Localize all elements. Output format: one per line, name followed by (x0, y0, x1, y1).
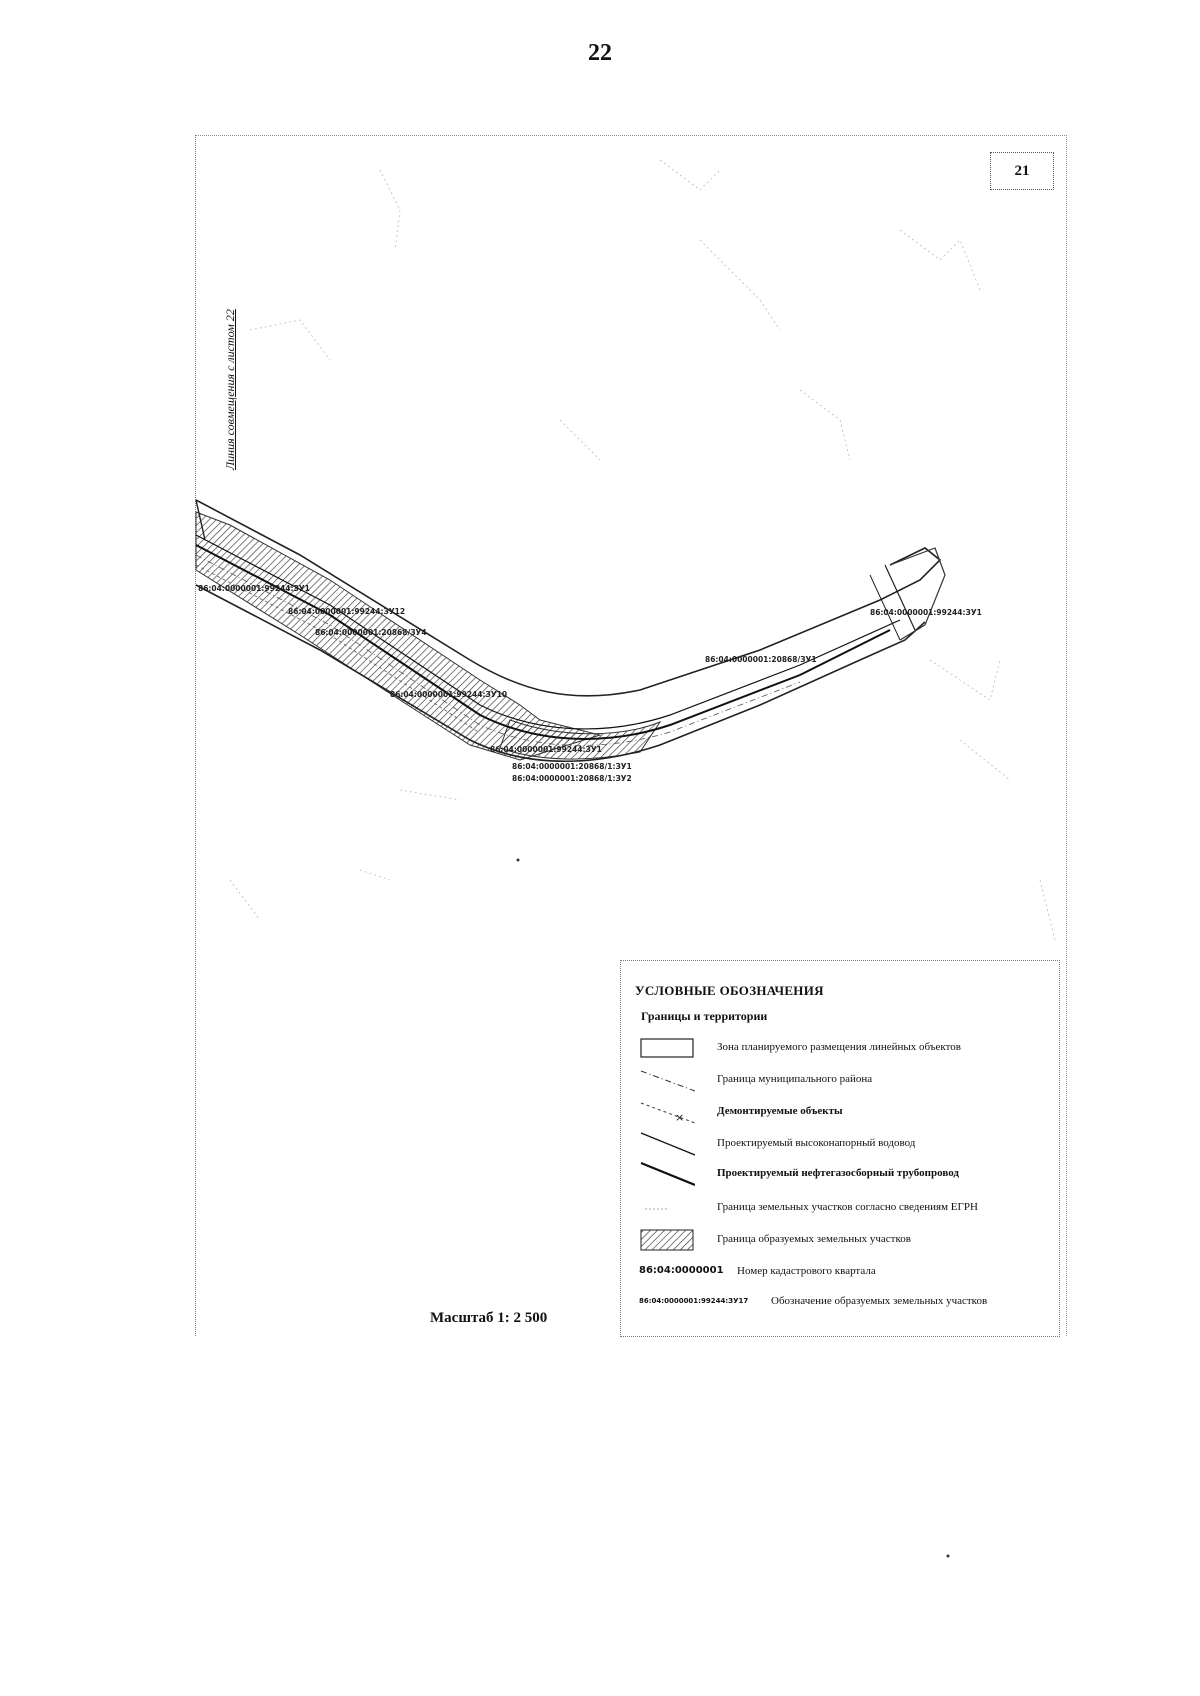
plot-label: 86:04:0000001:99244:ЗУ1 (198, 584, 310, 593)
legend-item (639, 1161, 1059, 1189)
cadastral-quarter-code: 86:04:0000001 (639, 1265, 724, 1276)
zone-rectangle-icon (639, 1035, 695, 1061)
plot-label: 86:04:0000001:99244:ЗУ10 (390, 690, 508, 699)
plot-label: 86:04:0000001:20868/1:ЗУ1 (512, 762, 632, 771)
legend-item-label: Номер кадастрового квартала (737, 1265, 876, 1277)
legend-item (639, 1227, 1059, 1255)
legend-item (639, 1131, 1059, 1159)
sheet-reference-box: 21 (990, 152, 1054, 190)
svg-text:×: × (675, 1111, 685, 1124)
legend-item (639, 1195, 1059, 1223)
legend-item-label: Проектируемый высоконапорный водовод (717, 1137, 916, 1149)
scale-label: Масштаб 1: 2 500 (430, 1310, 548, 1326)
plot-designation-code: 86:04:0000001:99244:ЗУ17 (639, 1297, 749, 1305)
pipeline-corridor (196, 500, 945, 761)
legend-item-label: Граница муниципального района (717, 1073, 873, 1085)
plot-label: 86:04:0000001:20868/1:ЗУ2 (512, 774, 632, 783)
legend-item (639, 1035, 1059, 1063)
page-number: 22 (588, 40, 612, 66)
plot-label: 86:04:0000001:99244:ЗУ1 (870, 608, 982, 617)
legend-item (639, 1067, 1059, 1095)
demolition-cross-line-icon (639, 1099, 695, 1125)
oil-gas-pipeline-line-icon (639, 1161, 695, 1187)
plot-label: 86:04:0000001:99244:ЗУ12 (288, 607, 406, 616)
district-boundary-line-icon (639, 1067, 695, 1093)
legend-item-label: Проектируемый нефтегазосборный трубопровод (717, 1167, 959, 1179)
water-pipeline-line-icon (639, 1131, 695, 1157)
plot-label: 86:04:0000001:99244:ЗУ1 (490, 745, 602, 754)
legend-item-label: Обозначение образуемых земельных участков (771, 1295, 988, 1307)
legend-item-label: Граница земельных участков согласно сведениям ЕГРН (717, 1201, 978, 1213)
legend-item (639, 1289, 1059, 1317)
legend-item (639, 1099, 1059, 1127)
legend-item-label: Граница образуемых земельных участков (717, 1233, 911, 1245)
legend-item (639, 1259, 1059, 1287)
match-line-label: Линия совмещения с листом 22 (223, 309, 237, 470)
legend (620, 960, 1060, 1337)
hatched-plot-icon (639, 1227, 695, 1253)
egrn-boundary-line-icon (639, 1195, 695, 1221)
legend-item-label: Демонтируемые объекты (717, 1105, 843, 1117)
plot-label: 86:04:0000001:20868/ЗУ4 (315, 628, 427, 637)
legend-subtitle: Границы и территории (641, 1009, 768, 1023)
legend-item-label: Зона планируемого размещения линейных объектов (717, 1041, 961, 1053)
legend-title: УСЛОВНЫЕ ОБОЗНАЧЕНИЯ (635, 983, 824, 998)
plot-label: 86:04:0000001:20868/ЗУ1 (705, 655, 817, 664)
